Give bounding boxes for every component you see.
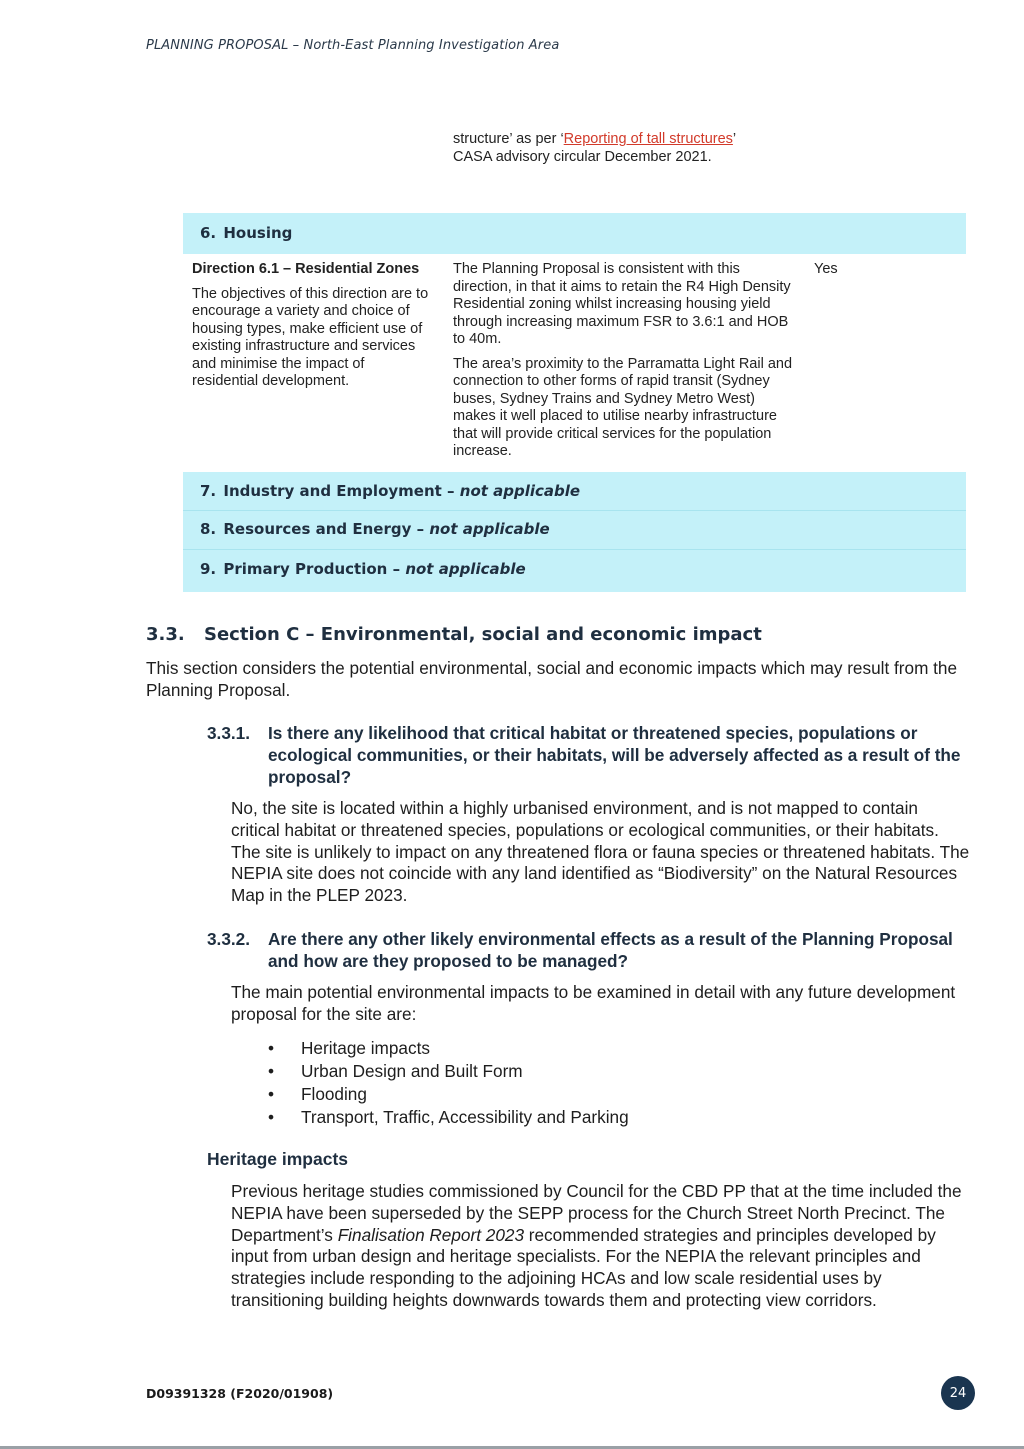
carryover-text-end: ’ — [732, 131, 737, 147]
heritage-heading: Heritage impacts — [207, 1149, 349, 1169]
housing-section-heading — [200, 224, 292, 242]
question-text: Are there any other likely environmental effects as a result of the Planning Proposal and how are they proposed to be managed? — [268, 929, 953, 971]
table-carryover-text — [453, 131, 803, 166]
not-applicable-note: not applicable — [405, 560, 526, 578]
section-c-heading — [146, 624, 762, 645]
direction-title: Direction 6.1 – Residential Zones — [192, 261, 420, 277]
question-number: 3.3.1. — [207, 723, 251, 743]
not-applicable-note: not applicable — [459, 482, 581, 500]
industry-employment-band — [183, 472, 966, 592]
heritage-text-start: Previous heritage studies commissioned by Council for the CBD PP that at the time included the NEPIA have been superseded by the SEPP process for the Church Street North Precinct. The Department’s — [231, 1181, 962, 1245]
list-item: • Urban Design and Built Form — [268, 1060, 629, 1083]
row-divider — [183, 549, 966, 550]
row-divider — [183, 510, 966, 511]
answer-3-3-2: The main potential environmental impacts to be examined in detail with any future development proposal for the site are: — [231, 982, 956, 1024]
section-c-number: 3.3. — [146, 624, 185, 645]
question-number: 3.3.2. — [207, 929, 251, 949]
reporting-tall-structures-link[interactable]: Reporting of tall structures — [563, 131, 733, 147]
finalisation-report-title: Finalisation Report 2023 — [337, 1224, 524, 1245]
section-number: 6. — [200, 224, 217, 242]
response-paragraph-2: The area’s proximity to the Parramatta Light Rail and connection to other forms of rapid transit (Sydney buses, Sydney Trains and Sydney Metro West) makes it well placed to utilise nearby infrastructure that will provide critical services for the population increase. — [453, 355, 793, 459]
section-title: Housing — [223, 224, 293, 242]
list-item: • Transport, Traffic, Accessibility and Parking — [268, 1106, 629, 1129]
section-title: Resources and Energy – — [223, 520, 425, 538]
page-number-badge: 24 — [941, 1376, 975, 1410]
section-number: 9. — [200, 560, 217, 578]
consistency-cell: Yes — [814, 261, 838, 277]
section-c-intro: This section considers the potential environmental, social and economic impacts which may result from the Planning Proposal. — [146, 658, 958, 700]
direction-objectives: The objectives of this direction are to encourage a variety and choice of housing types, make efficient use of existing infrastructure and services and minimise the impact of residential development. — [192, 285, 429, 389]
na-row-heading — [200, 520, 550, 538]
na-row-heading — [200, 560, 526, 578]
list-item: • Heritage impacts — [268, 1037, 629, 1060]
section-c-title: Section C – Environmental, social and economic impact — [204, 624, 762, 645]
section-title: Primary Production – — [223, 560, 401, 578]
response-cell — [453, 261, 798, 468]
section-title: Industry and Employment – — [223, 482, 455, 500]
carryover-text-start: structure’ as per ‘ — [453, 131, 564, 147]
direction-cell — [192, 261, 434, 391]
list-item: • Flooding — [268, 1083, 629, 1106]
section-number: 8. — [200, 520, 217, 538]
not-applicable-note: not applicable — [429, 520, 550, 538]
na-row-heading — [200, 482, 580, 500]
response-paragraph-1: The Planning Proposal is consistent with this direction, in that it aims to retain the R4 High Density Residential zoning whilst increasing housing yield through increasing maximum FSR to 3.6:1 and HOB to 40m. — [453, 261, 791, 347]
housing-section-band — [183, 213, 966, 254]
document-id: D09391328 (F2020/01908) — [146, 1386, 334, 1401]
heritage-text-end: recommended strategies and principles developed by input from urban design and heritage specialists. For the NEPIA the relevant principles and strategies include responding to the adjoining HCAs and low scale residential uses by transitioning building heights downwards towards them and protecting view corridors. — [231, 1224, 936, 1310]
section-number: 7. — [200, 482, 217, 500]
answer-3-3-1: No, the site is located within a highly urbanised environment, and is not mapped to contain critical habitat or threatened species, populations or ecological communities, or their habitats. The site is unlikely to impact on any threatened flora or fauna species or threatened habitats. The NEPIA site does not coincide with any land identified as “Biodiversity” on the Natural Resources Map in the PLEP 2023. — [231, 798, 970, 906]
impact-list — [268, 1037, 629, 1129]
question-text: Is there any likelihood that critical habitat or threatened species, populations or ecological communities, or their habitats, will be adversely affected as a result of the proposal? — [268, 723, 961, 787]
carryover-line2: CASA advisory circular December 2021. — [453, 148, 712, 165]
running-header: PLANNING PROPOSAL – North-East Planning Investigation Area — [146, 38, 560, 53]
heritage-paragraph — [231, 1181, 971, 1312]
